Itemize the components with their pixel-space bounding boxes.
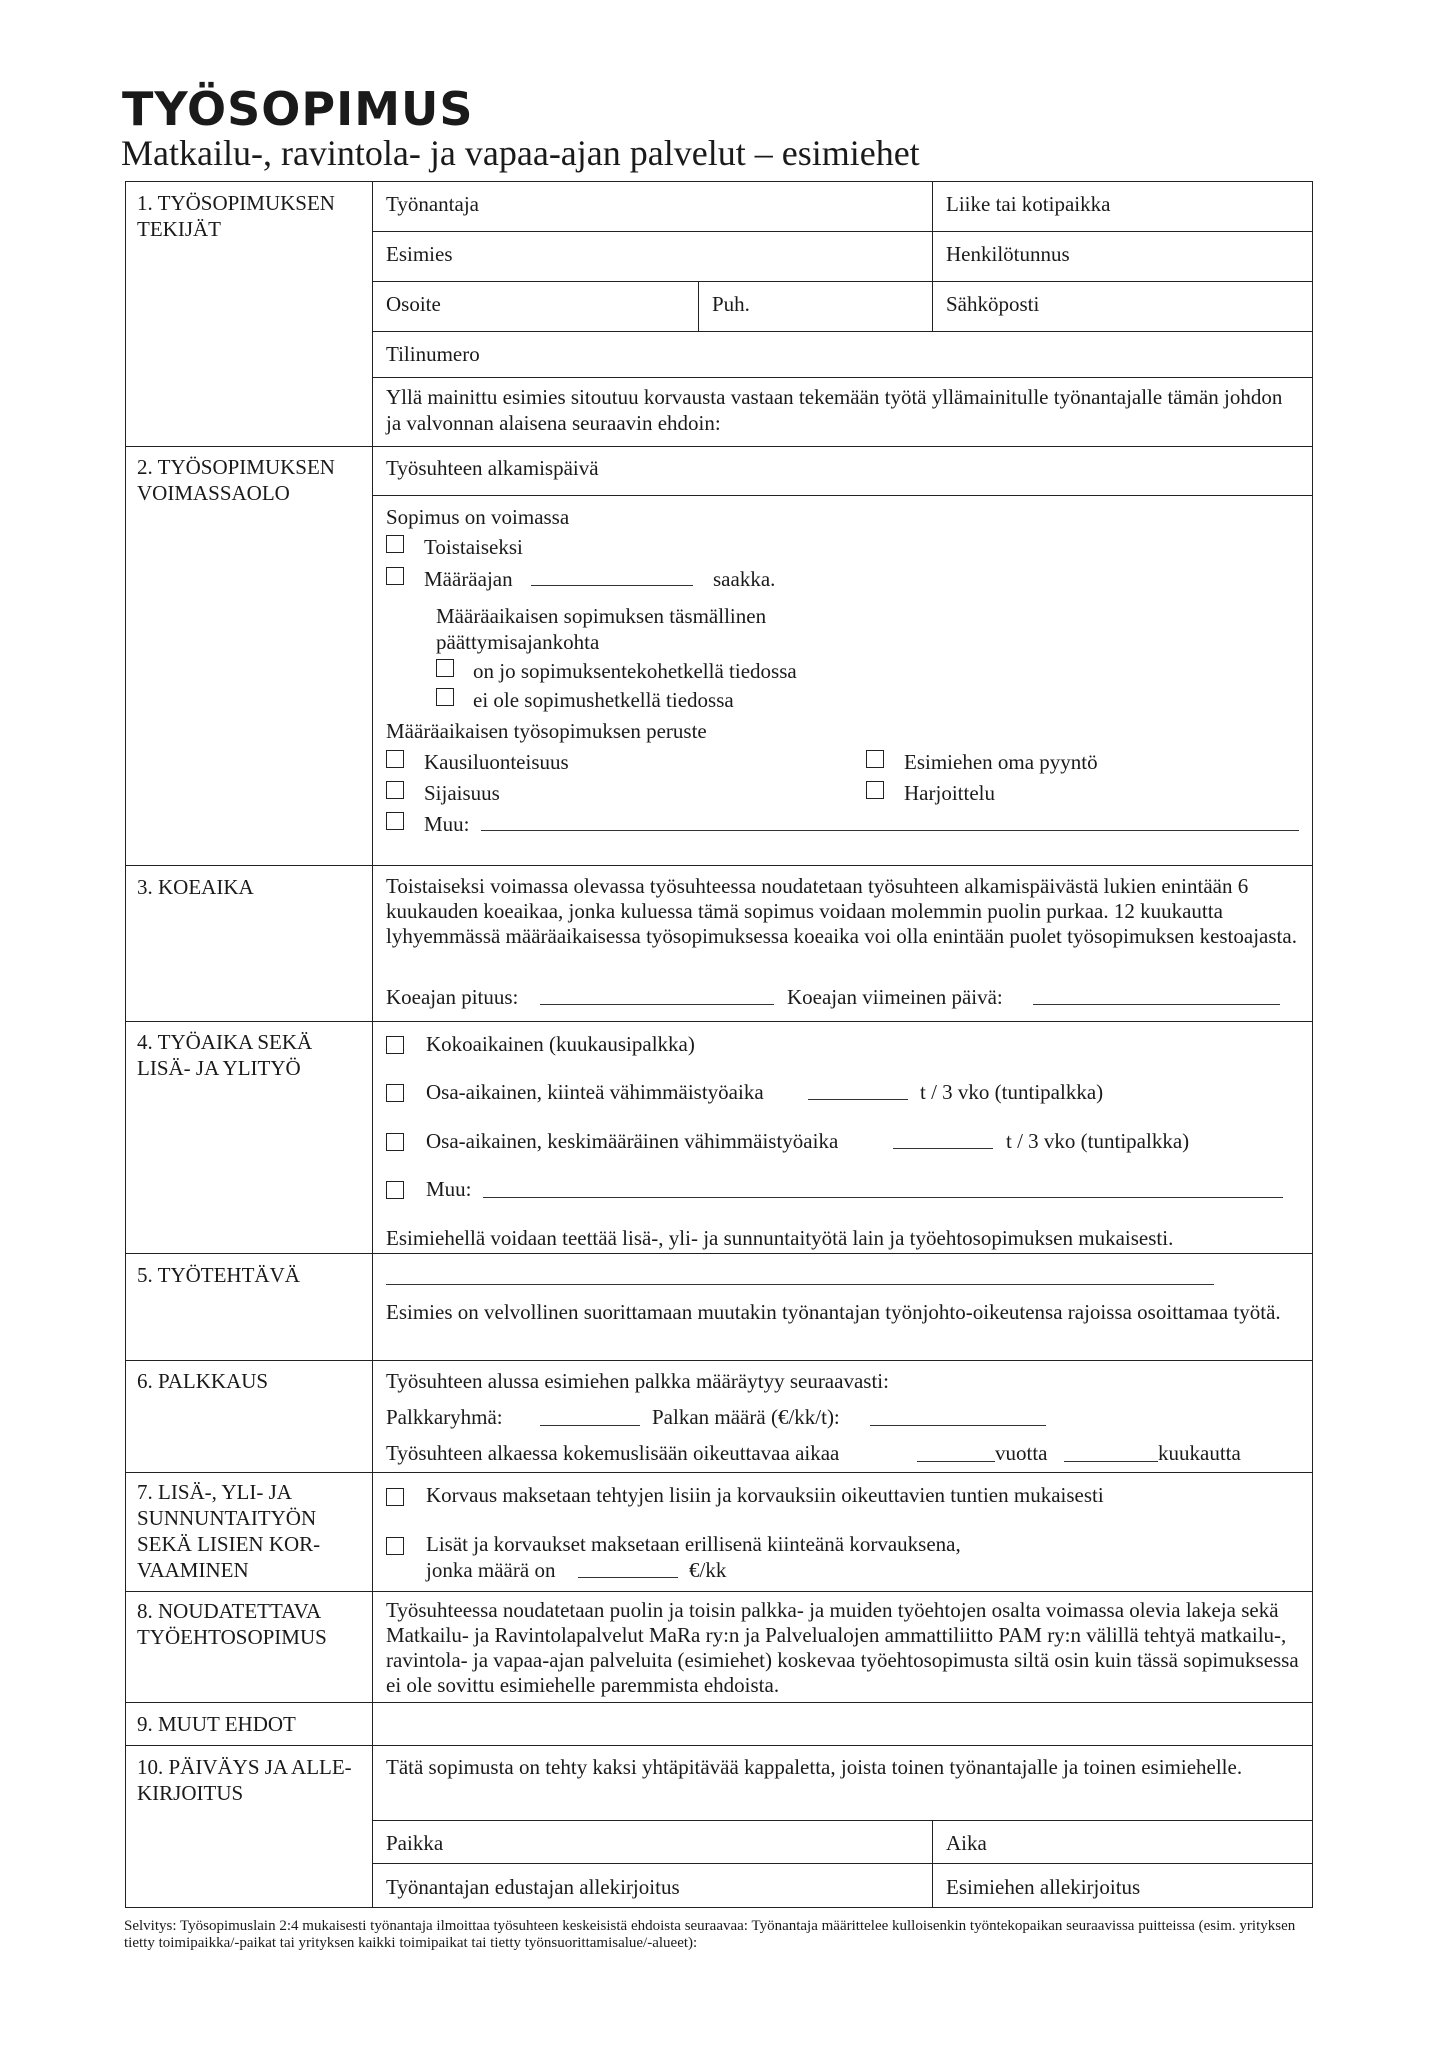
pay-group-label: Palkkaryhmä: (386, 1405, 503, 1429)
section-9-label: 9. MUUT EHDOT (137, 1712, 296, 1736)
basis-other-checkbox[interactable] (386, 812, 404, 830)
trial-length-line[interactable] (540, 1004, 774, 1005)
seasonal-label: Kausiluonteisuus (424, 750, 569, 774)
account-number-field[interactable]: Tilinumero (386, 342, 480, 366)
part-fixed-label: Osa-aikainen, kiinteä vähimmäistyöaika (426, 1080, 764, 1104)
document-subtitle: Matkailu-, ravintola- ja vapaa-ajan palvelut – esimiehet (121, 133, 920, 173)
worktime-other-line[interactable] (483, 1197, 1283, 1198)
indefinite-label: Toistaiseksi (424, 535, 523, 559)
experience-months-line[interactable] (1064, 1461, 1158, 1462)
compensation-fixed-checkbox[interactable] (386, 1537, 404, 1555)
indefinite-checkbox[interactable] (386, 535, 404, 553)
trial-period-text: Toistaiseksi voimassa olevassa työsuhteessa noudatetaan työsuhteen alkamispäivästä lukien enintään 6 kuukauden koeaikaa, jonka kuluessa tämä sopimus voidaan molemmin puolin purkaa. 12 kuukautta lyhyemmässä määräaikaisessa työsopimuksessa koeaika voi olla enintään puolet työsopimuksen kestoajasta. (386, 874, 1297, 948)
collective-agreement-text: Työsuhteessa noudatetaan puolin ja toisin palkka- ja muiden työehtojen osalta voimassa olevia lakeja sekä Matkailu- ja Ravintolapalvelut MaRa ry:n ja Palvelualojen ammattiliitto PAM ry:n välillä tehtyä matkailu-, ravintola- ja vapaa-ajan palveluita (esimiehet) koskevaa työehtosopimusta siltä osin kuin tässä sopimuksessa ei ole sovittu esimiehelle paremmista ehdoista. (386, 1598, 1299, 1697)
substitute-checkbox[interactable] (386, 781, 404, 799)
phone-field[interactable]: Puh. (712, 292, 750, 316)
section-3-label: 3. KOEAIKA (137, 875, 254, 899)
section-10-label: 10. PÄIVÄYS JA ALLE- KIRJOITUS (137, 1755, 352, 1805)
substitute-label: Sijaisuus (424, 781, 500, 805)
pay-intro: Työsuhteen alussa esimiehen palkka määräytyy seuraavasti: (386, 1369, 889, 1393)
end-known-checkbox[interactable] (436, 659, 454, 677)
pay-amount-label: Palkan määrä (€/kk/t): (652, 1405, 840, 1429)
experience-label: Työsuhteen alkaessa kokemuslisään oikeuttavaa aikaa (386, 1441, 840, 1465)
fixed-term-label: Määräajan (424, 567, 513, 591)
seasonal-checkbox[interactable] (386, 750, 404, 768)
personal-id-field[interactable]: Henkilötunnus (946, 242, 1070, 266)
other-terms-field[interactable] (374, 1704, 1310, 1744)
compensation-fixed-amount-label: jonka määrä on (426, 1558, 556, 1582)
supervisor-field[interactable]: Esimies (386, 242, 453, 266)
section-8-label: 8. NOUDATETTAVA TYÖEHTOSOPIMUS (137, 1599, 327, 1649)
part-fixed-checkbox[interactable] (386, 1084, 404, 1102)
end-not-known-label: ei ole sopimushetkellä tiedossa (473, 688, 734, 712)
part-avg-hours-line[interactable] (893, 1148, 993, 1149)
supervisor-signature-field[interactable]: Esimiehen allekirjoitus (946, 1875, 1141, 1899)
end-known-label: on jo sopimuksentekohetkellä tiedossa (473, 659, 797, 683)
compensation-fixed-unit: €/kk (689, 1558, 727, 1582)
signing-text: Tätä sopimusta on tehty kaksi yhtäpitävää kappaletta, joista toinen työnantajalle ja toinen esimiehelle. (386, 1755, 1243, 1779)
section-5-label: 5. TYÖTEHTÄVÄ (137, 1263, 300, 1287)
fixed-term-date-line[interactable] (531, 585, 693, 586)
email-field[interactable]: Sähköposti (946, 292, 1040, 316)
worktime-other-label: Muu: (426, 1177, 472, 1201)
exact-end-text: Määräaikaisen sopimuksen täsmällinen päättymisajankohta (436, 604, 767, 654)
part-avg-checkbox[interactable] (386, 1133, 404, 1151)
start-date-field[interactable]: Työsuhteen alkamispäivä (386, 456, 599, 480)
pay-amount-line[interactable] (870, 1425, 1046, 1426)
employer-field[interactable]: Työnantaja (386, 192, 479, 216)
valid-heading: Sopimus on voimassa (386, 505, 570, 529)
footnote: Selvitys: Työsopimuslain 2:4 mukaisesti työnantaja ilmoittaa työsuhteen keskeisistä ehdoista seuraavaa: Työnantaja määrittelee kulloisenkin työntekopaikan seuraavissa puitteissa (esim. yrityksen tietty toimipaikka/-paikat tai yrityksen kaikki toimipaikat tai tietty työnsuorittamisalue/-alueet): (124, 1918, 1296, 1951)
basis-other-line[interactable] (481, 830, 1299, 831)
trial-last-day-line[interactable] (1033, 1004, 1280, 1005)
section-2-label: 2. TYÖSOPIMUKSEN VOIMASSAOLO (137, 455, 335, 505)
worktime-other-checkbox[interactable] (386, 1181, 404, 1199)
document-title: TYÖSOPIMUS (122, 82, 474, 136)
full-time-label: Kokoaikainen (kuukausipalkka) (426, 1032, 695, 1056)
years-label: vuotta (995, 1441, 1048, 1465)
commitment-text: Yllä mainittu esimies sitoutuu korvausta vastaan tekemään työtä yllämainitulle työnantajalle tämän johdon ja valvonnan alaisena seuraavin ehdoin: (386, 385, 1283, 435)
place-field[interactable]: Paikka (386, 1831, 444, 1855)
trial-length-label: Koeajan pituus: (386, 985, 519, 1009)
months-label: kuukautta (1158, 1441, 1241, 1465)
trainee-label: Harjoittelu (904, 781, 995, 805)
part-avg-unit: t / 3 vko (tuntipalkka) (1006, 1129, 1190, 1153)
business-location-field[interactable]: Liike tai kotipaikka (946, 192, 1111, 216)
employer-signature-field[interactable]: Työnantajan edustajan allekirjoitus (386, 1875, 680, 1899)
part-fixed-hours-line[interactable] (808, 1099, 908, 1100)
compensation-fixed-amount-line[interactable] (578, 1577, 678, 1578)
address-field[interactable]: Osoite (386, 292, 441, 316)
time-field[interactable]: Aika (946, 1831, 987, 1855)
until-label: saakka. (713, 567, 776, 591)
basis-other-label: Muu: (424, 812, 470, 836)
job-duty-line[interactable] (386, 1284, 1214, 1285)
experience-years-line[interactable] (917, 1461, 995, 1462)
part-avg-label: Osa-aikainen, keskimääräinen vähimmäistyöaika (426, 1129, 839, 1153)
compensation-hours-checkbox[interactable] (386, 1488, 404, 1506)
contract-form (125, 181, 1313, 1908)
end-not-known-checkbox[interactable] (436, 688, 454, 706)
section-4-label: 4. TYÖAIKA SEKÄ LISÄ- JA YLITYÖ (137, 1030, 313, 1080)
trainee-checkbox[interactable] (866, 781, 884, 799)
part-fixed-unit: t / 3 vko (tuntipalkka) (920, 1080, 1104, 1104)
full-time-checkbox[interactable] (386, 1036, 404, 1054)
section-6-label: 6. PALKKAUS (137, 1369, 269, 1393)
own-request-checkbox[interactable] (866, 750, 884, 768)
overtime-note: Esimiehellä voidaan teettää lisä-, yli- ja sunnuntaityötä lain ja työehtosopimuksen mukaisesti. (386, 1226, 1174, 1250)
pay-group-line[interactable] (540, 1425, 640, 1426)
own-request-label: Esimiehen oma pyyntö (904, 750, 1098, 774)
job-duty-text: Esimies on velvollinen suorittamaan muutakin työnantajan työnjohto-oikeutensa rajoissa osoittamaa työtä. (386, 1300, 1281, 1324)
basis-heading: Määräaikaisen työsopimuksen peruste (386, 719, 707, 743)
section-7-label: 7. LISÄ-, YLI- JA SUNNUNTAITYÖN SEKÄ LISIEN KOR- VAAMINEN (137, 1480, 321, 1582)
trial-last-day-label: Koeajan viimeinen päivä: (787, 985, 1003, 1009)
compensation-fixed-label: Lisät ja korvaukset maksetaan erillisenä kiinteänä korvauksena, (426, 1532, 961, 1556)
compensation-hours-label: Korvaus maksetaan tehtyjen lisiin ja korvauksiin oikeuttavien tuntien mukaisesti (426, 1483, 1104, 1507)
fixed-term-checkbox[interactable] (386, 567, 404, 585)
section-1-label: 1. TYÖSOPIMUKSEN TEKIJÄT (137, 191, 335, 241)
